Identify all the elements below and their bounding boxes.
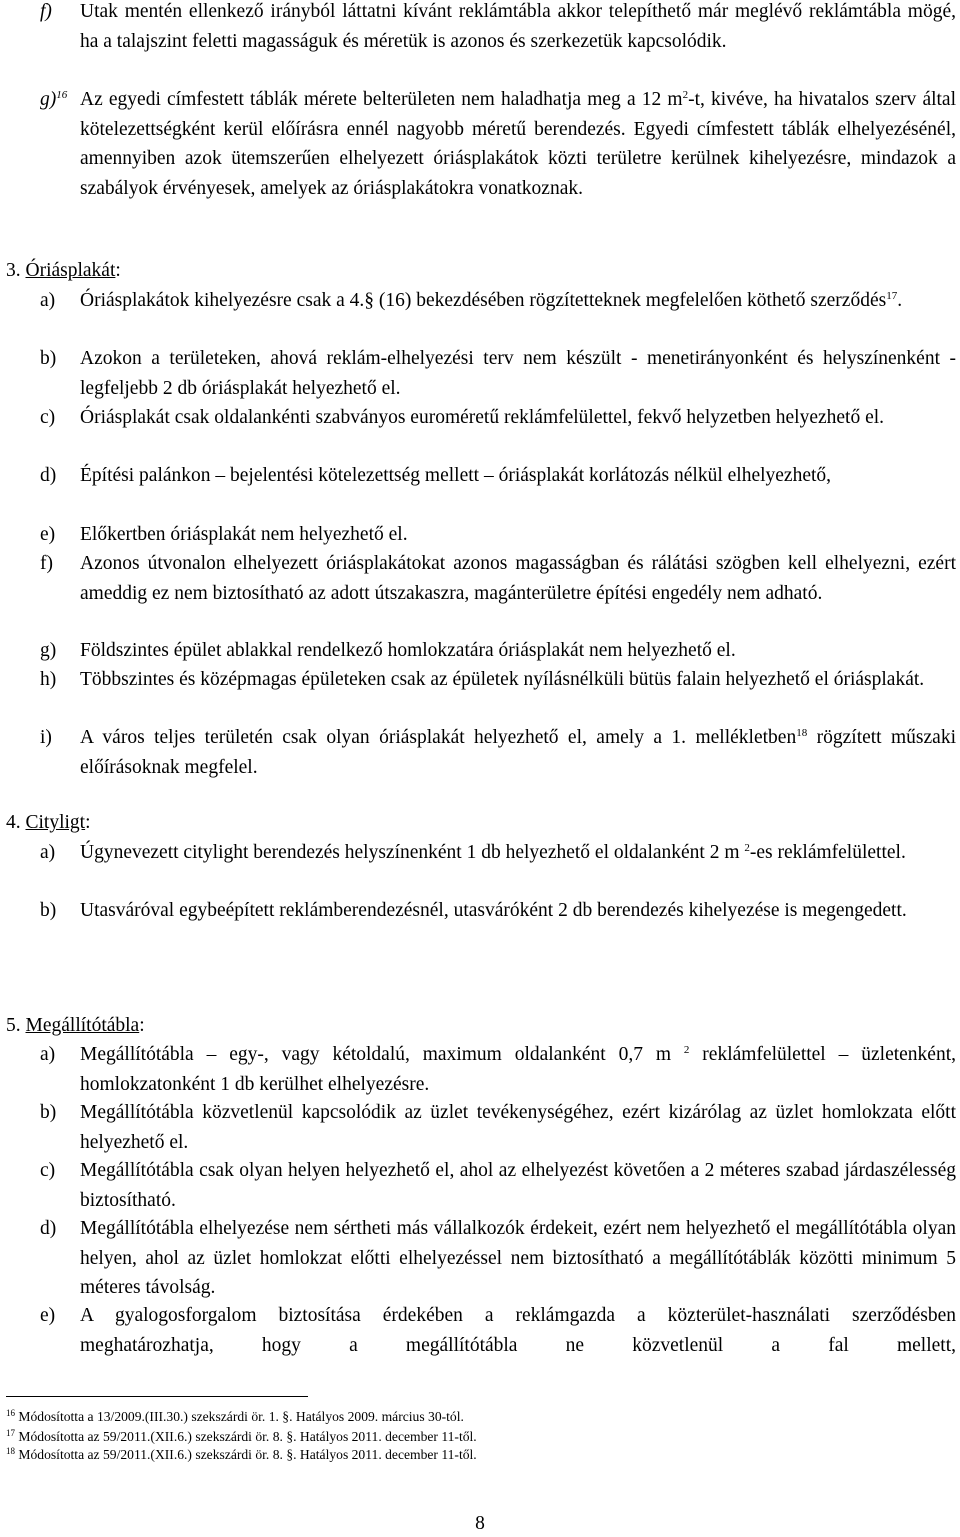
list-label: a) xyxy=(40,1044,56,1065)
list-text: Óriásplakát csak oldalankénti szabványos euroméretű reklámfelülettel, fekvő helyzetben helyezhető el. xyxy=(80,407,885,428)
list-text: Utasváróval egybeépített reklámberendezésnél, utasváróként 2 db berendezés kihelyezése is megengedett. xyxy=(80,900,907,921)
list-item-2f xyxy=(40,0,956,87)
list-text: Azonos útvonalon elhelyezett óriásplakátokat azonos magasságban és rálátási szögben kell elhelyezni, ezért ameddig ez nem biztosítható az adott útszakaszra, magánterületre építési engedély nem adható. xyxy=(80,553,956,604)
list-item-5e xyxy=(40,1301,956,1361)
footnote-18 xyxy=(6,1446,477,1463)
list-label: g)$^{16}$ xyxy=(40,89,68,110)
list-label: b) xyxy=(40,348,57,369)
footnote-ref: 17 xyxy=(886,290,898,302)
list-text: Azokon a területeken, ahová reklám-elhelyezési terv nem készült - menetirányonként és helyszínenként - legfeljebb 2 db óriásplakát helyezhető el. xyxy=(80,348,956,399)
list-text: Óriásplakátok kihelyezésre csak a 4.§ (16) bekezdésében rögzítetteknek megfelelően köthető szerződés$^{17}$. xyxy=(80,290,903,311)
list-text: Megállítótábla csak olyan helyen helyezhető el, ahol az elhelyezést követően a 2 méteres szabad járdaszélesség biztosítható. xyxy=(80,1160,956,1211)
list-label: c) xyxy=(40,407,56,428)
list-text: A gyalogosforgalom biztosítása érdekében a reklámgazda a közterület-használati szerződésben meghatározhatja, hogy a megállítótábla ne közvetlenül a fal mellett, xyxy=(80,1305,956,1356)
list-item-4b xyxy=(40,896,956,956)
list-text: Megállítótábla közvetlenül kapcsolódik az üzlet tevékenységéhez, ezért kizárólag az üzlet homlokzata előtt helyezhető el. xyxy=(80,1102,956,1153)
page-number: 8 xyxy=(475,1513,485,1534)
list-text: Megállítótábla – egy-, vagy kétoldalú, maximum oldalanként 0,7 m $^2$ reklámfelülettel – üzletenként, homlokzatonként 1 db kerülhet elhelyezésre. xyxy=(80,1044,957,1095)
list-label: f) xyxy=(40,553,53,574)
footnote-16 xyxy=(6,1408,464,1425)
list-item-4a xyxy=(40,838,956,898)
footnote-number: 17 xyxy=(6,1428,15,1438)
list-label: d) xyxy=(40,465,57,486)
footnote-separator xyxy=(6,1396,308,1397)
list-item-3a xyxy=(40,286,956,346)
list-item-3b xyxy=(40,344,956,404)
list-label: e) xyxy=(40,524,56,545)
list-item-3d xyxy=(40,461,956,521)
list-label: e) xyxy=(40,1305,56,1326)
list-item-3g xyxy=(40,636,956,666)
list-label: a) xyxy=(40,842,56,863)
section-heading-4: 4. Cityligt: xyxy=(6,812,91,833)
list-text: Az egyedi címfestett táblák mérete belterületen nem haladhatja meg a 12 $m^2-t$, kivéve, ha hivatalos szerv által kötelezettségként kerül előírásra ennél nagyobb méretű berendezés. Egyedi címfestett táblák elhelyezésénél, amennyiben azok ütemszerűen elhelyezett óriásplakátok közti területre kerülnek kihelyezésre, mindazok a szabályok érvényesek, amelyek az óriásplakátokra vonatkoznak. xyxy=(80,89,957,199)
footnote-ref: 18 xyxy=(796,727,808,739)
list-item-3h xyxy=(40,665,956,725)
list-label: c) xyxy=(40,1160,56,1181)
footnote-text: Módosította az 59/2011.(XII.6.) szekszárdi ör. 8. §. Hatályos 2011. december 11-től. xyxy=(18,1447,477,1462)
section-heading-3: 3. Óriásplakát: xyxy=(6,260,121,281)
list-item-3i xyxy=(40,723,956,783)
list-text: Úgynevezett citylight berendezés helyszínenként 1 db helyezhető el oldalanként 2 m $^2$-es reklámfelülettel. xyxy=(80,842,906,863)
list-text: Megállítótábla elhelyezése nem sértheti más vállalkozók érdekeit, ezért nem helyezhető el megállítótábla olyan helyen, ahol az üzlet homlokzat előtti elhelyezéssel nem biztosítható a megállítótáblák közötti minimum 5 méteres távolság. xyxy=(80,1218,956,1298)
list-label: f) xyxy=(40,1,52,22)
list-item-5d xyxy=(40,1214,956,1304)
footnote-text: Módosította a 13/2009.(III.30.) szekszárdi ör. 1. §. Hatályos 2009. március 30-tól. xyxy=(18,1409,464,1424)
list-item-3f xyxy=(40,549,956,639)
list-label: b) xyxy=(40,1102,57,1123)
list-text: Utak mentén ellenkező irányból láttatni kívánt reklámtábla akkor telepíthető már meglévő reklámtábla mögé, ha a talajszint feletti magasságuk és méretük is azonos és szerkezetük kapcsolódik. xyxy=(80,1,956,52)
list-label: h) xyxy=(40,669,57,690)
list-item-5b xyxy=(40,1098,956,1158)
list-label: d) xyxy=(40,1218,57,1239)
footnote-17 xyxy=(6,1428,477,1445)
list-text: Többszintes és középmagas épületeken csak az épületek nyílásnélküli bütüs falain helyezhető el óriásplakát. xyxy=(80,669,925,690)
list-item-3e xyxy=(40,520,956,550)
list-text: Építési palánkon – bejelentési kötelezettség mellett – óriásplakát korlátozás nélkül elhelyezhető, xyxy=(80,465,832,486)
list-label: b) xyxy=(40,900,57,921)
list-label: g) xyxy=(40,640,57,661)
list-label: a) xyxy=(40,290,56,311)
list-text: Földszintes épület ablakkal rendelkező homlokzatára óriásplakát nem helyezhető el. xyxy=(80,640,736,661)
list-text: Előkertben óriásplakát nem helyezhető el. xyxy=(80,524,408,545)
list-item-5a xyxy=(40,1040,956,1100)
list-item-5c xyxy=(40,1156,956,1216)
list-label: i) xyxy=(40,727,52,748)
footnote-text: Módosította az 59/2011.(XII.6.) szekszárdi ör. 8. §. Hatályos 2011. december 11-től. xyxy=(18,1429,477,1444)
footnote-number: 16 xyxy=(6,1408,15,1418)
list-item-3c xyxy=(40,403,956,463)
footnote-number: 18 xyxy=(6,1446,15,1456)
section-heading-5: 5. Megállítótábla: xyxy=(6,1015,145,1036)
list-item-2g xyxy=(40,85,956,235)
footnote-ref: 16 xyxy=(56,89,68,101)
list-text: A város teljes területén csak olyan óriásplakát helyezhető el, amely a 1. mellékletben$^{18}$ rögzített műszaki előírásoknak megfelel. xyxy=(80,727,956,778)
